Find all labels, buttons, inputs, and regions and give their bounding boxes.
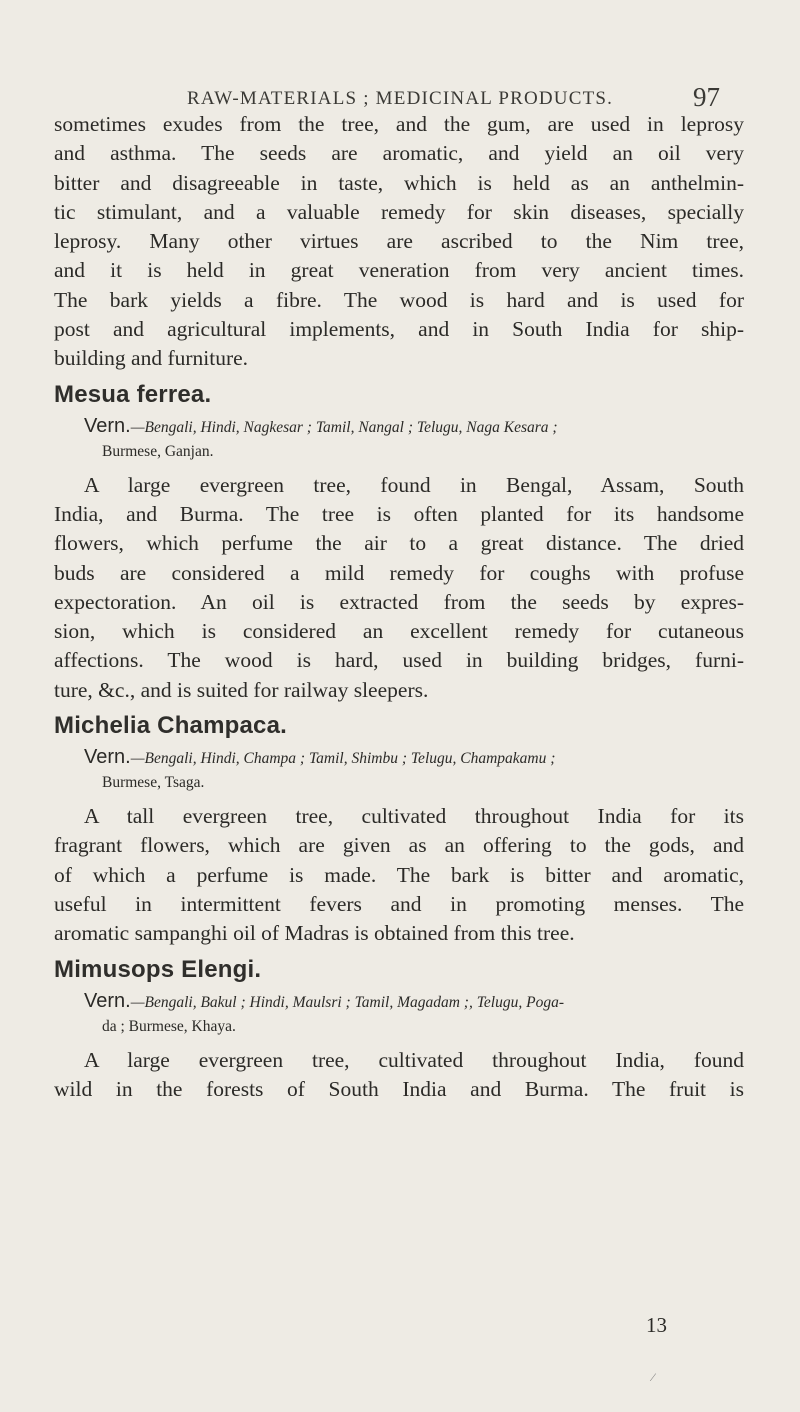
vernacular-names <box>54 989 744 1015</box>
vern-label: Vern. <box>84 746 131 769</box>
section-heading: Michelia Champaca. <box>54 712 288 740</box>
text-line: affections. The wood is hard, used in building bridges, furni- <box>54 648 744 673</box>
section-heading: Mimusops Elengi. <box>54 955 262 983</box>
text-line: of which a perfume is made. The bark is bitter and aromatic, <box>54 862 744 887</box>
page-number: 97 <box>693 82 720 112</box>
intro-paragraph <box>54 110 744 374</box>
text-line: A large evergreen tree, found in Bengal, Assam, South <box>84 472 744 497</box>
text-line: sion, which is considered an excellent remedy for cutaneous <box>54 619 744 644</box>
text-line: tic stimulant, and a valuable remedy for skin diseases, specially <box>54 199 744 224</box>
section-mimusops-elengi <box>54 956 744 1105</box>
ink-tick: ⁄ <box>652 1370 655 1384</box>
vern-line: —Bengali, Hindi, Nagkesar ; Tamil, Nangal ; Telugu, Naga Kesara ; <box>130 418 558 436</box>
text-line: India, and Burma. The tree is often planted for its handsome <box>54 501 744 526</box>
section-paragraph <box>54 802 744 948</box>
vern-line-continued: Burmese, Ganjan. <box>102 442 214 460</box>
vern-line-continued: Burmese, Tsaga. <box>102 774 205 792</box>
vern-line: —Bengali, Hindi, Champa ; Tamil, Shimbu ; Telugu, Champakamu ; <box>130 750 556 768</box>
text-line: expectoration. An oil is extracted from the seeds by expres- <box>54 589 744 614</box>
text-line: flowers, which perfume the air to a great distance. The dried <box>54 531 744 556</box>
text-line: and asthma. The seeds are aromatic, and yield an oil very <box>54 141 744 166</box>
text-line: wild in the forests of South India and Burma. The fruit is <box>54 1076 744 1101</box>
text-line: leprosy. Many other virtues are ascribed to the Nim tree, <box>54 229 744 254</box>
text-line: building and furniture. <box>54 346 249 371</box>
vernacular-names <box>54 745 744 771</box>
vern-line: —Bengali, Bakul ; Hindi, Maulsri ; Tamil, Magadam ;, Telugu, Poga- <box>130 993 564 1011</box>
section-paragraph <box>54 471 744 705</box>
text-line: and it is held in great veneration from very ancient times. <box>54 258 744 283</box>
vern-label: Vern. <box>84 989 131 1012</box>
text-line: post and agricultural implements, and in South India for ship- <box>54 317 744 342</box>
vernacular-names <box>54 414 744 440</box>
text-line: sometimes exudes from the tree, and the gum, are used in leprosy <box>54 112 744 136</box>
running-head: RAW-MATERIALS ; MEDICINAL PRODUCTS. <box>187 88 614 109</box>
vern-line-continued: da ; Burmese, Khaya. <box>102 1017 236 1035</box>
text-line: fragrant flowers, which are given as an offering to the gods, and <box>54 833 744 858</box>
section-paragraph <box>54 1046 744 1105</box>
vern-label: Vern. <box>84 414 131 437</box>
text-line: buds are considered a mild remedy for coughs with profuse <box>54 560 744 585</box>
signature-mark: 13 <box>646 1313 667 1337</box>
text-line: ture, &c., and is suited for railway sleepers. <box>54 677 429 702</box>
text-line: aromatic sampanghi oil of Madras is obtained from this tree. <box>54 921 575 946</box>
page-body <box>54 110 744 1104</box>
text-line: The bark yields a fibre. The wood is hard and is used for <box>54 287 744 312</box>
section-mesua-ferrea <box>54 381 744 705</box>
section-heading: Mesua ferrea. <box>54 380 212 408</box>
text-line: bitter and disagreeable in taste, which is held as an anthelmin- <box>54 170 744 195</box>
text-line: A tall evergreen tree, cultivated throughout India for its <box>84 804 744 829</box>
section-michelia-champaca <box>54 712 744 948</box>
text-line: A large evergreen tree, cultivated throughout India, found <box>84 1047 744 1072</box>
text-line: useful in intermittent fevers and in promoting menses. The <box>54 891 744 916</box>
